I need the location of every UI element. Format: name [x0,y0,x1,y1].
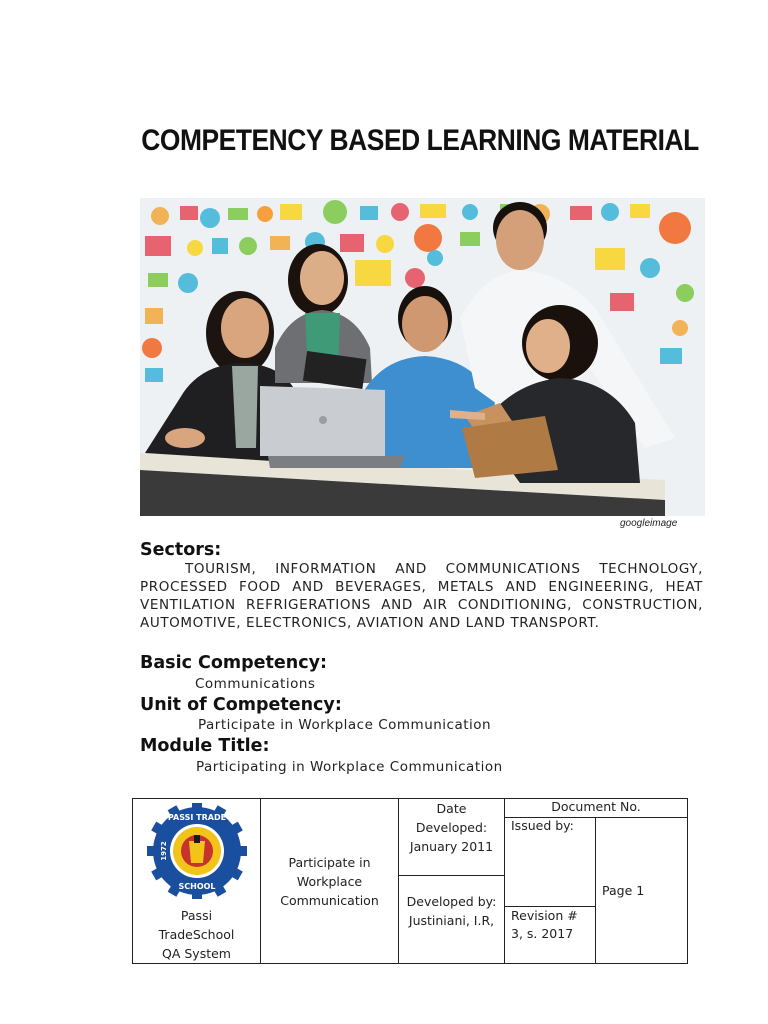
developed-by-value: Justiniani, I.R, [408,912,495,928]
document-no-cell [505,799,688,818]
unit-of-competency-heading: Unit of Competency: [140,695,342,715]
sectors-text: TOURISM, INFORMATION AND COMMUNICATIONS TECHNOLOGY, PROCESSED FOOD AND BEVERAGES, METALS AND ENGINEERING, HEAT VENTILATION REFRIGERATIONS AND AIR CONDITIONING, CONSTRUCTION, AUTOMOTIVE, ELECTRONICS, AVIATION AND LAND TRANSPORT. [140,561,703,631]
basic-competency-heading: Basic Competency: [140,653,327,673]
document-no-label: Document No. [551,799,641,814]
unit-title: Participate in Workplace Communication [280,854,379,908]
school-name-line1: Passi [180,908,213,923]
logo-text-top: PASSI TRADE [167,813,226,822]
revision-label: Revision # [511,908,578,923]
issued-by-cell [505,818,596,876]
page-cell [596,818,688,964]
logo-text-bottom: SCHOOL [177,882,216,891]
page-label: Page 1 [602,883,645,898]
logo-year: 1972 [159,841,168,861]
date-developed-label: Date Developed: [415,801,488,835]
issued-by-blank [505,875,596,907]
unit-of-competency-value: Participate in Workplace Communication [198,717,492,733]
school-logo [143,803,251,899]
document-title: COMPETENCY BASED LEARNING MATERIAL [141,124,699,157]
revision-value: 3, s. 2017 [511,926,574,941]
module-title-heading: Module Title: [140,736,270,756]
school-logo-cell [133,799,261,964]
basic-competency-value: Communications [195,676,316,692]
cover-photo [140,198,705,516]
developed-by-label: Developed by: [406,893,497,909]
module-title-value: Participating in Workplace Communication [196,759,503,775]
unit-title-cell [261,799,399,964]
image-credit: googleimage [620,518,678,529]
issued-by-label: Issued by: [511,818,574,833]
sectors-heading: Sectors: [140,540,222,560]
school-name-line3: QA System [162,946,231,961]
school-name-line2: TradeSchool [158,927,235,942]
revision-cell [505,907,596,964]
developed-by-cell [399,875,505,964]
date-developed-cell [399,799,505,876]
document-control-table [132,798,688,964]
date-developed-value: January 2011 [409,839,494,854]
